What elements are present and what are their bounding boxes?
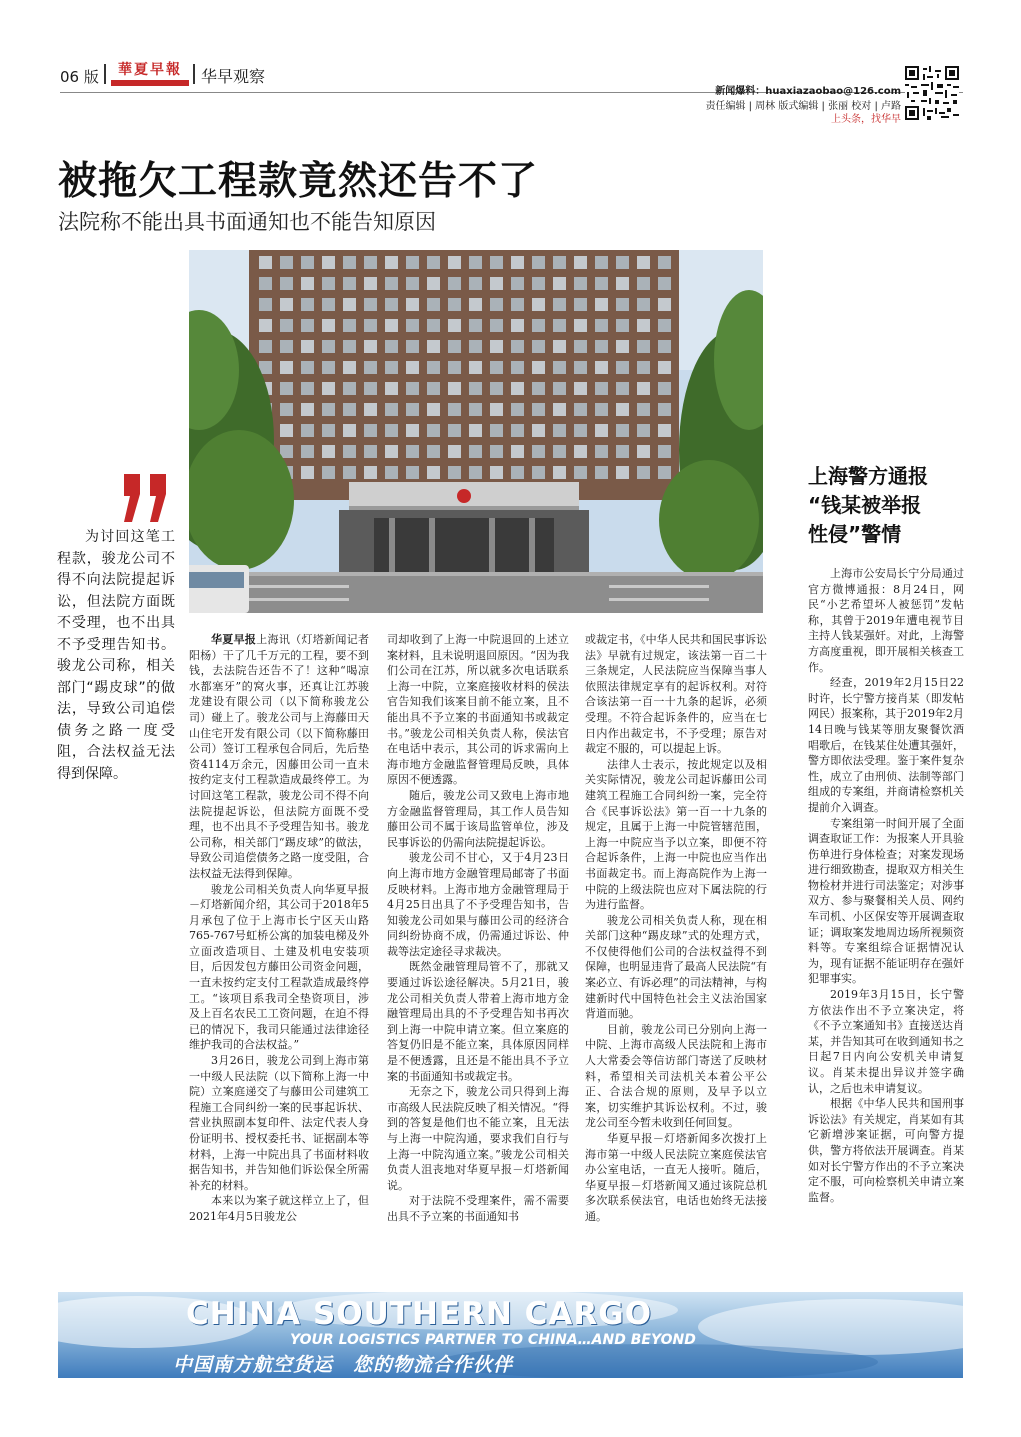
article-paragraph: 法律人士表示，按此规定以及相关实际情况，骏龙公司起诉藤田公司建筑工程施工合同纠纷一案，完全符合《民事诉讼法》第一百一十九条的规定，且属于上海一中院管辖范围，上海一中院应当予以立案，即便不符合起诉条件，上海一中院也应当作出书面裁定书。而上海高院作为上海一中院的上级法院也应对下属法院的行为进行监督。 [585, 757, 767, 912]
qr-code-icon[interactable] [905, 66, 959, 120]
side-story-paragraph: 根据《中华人民共和国刑事诉讼法》有关规定，肖某如有其它新增涉案证据，可向警方提供，警方将依法开展调查。肖某如对长宁警方作出的不予立案决定不服，可向检察机关申请立案监督。 [808, 1097, 964, 1204]
side-story-paragraph: 经查，2019年2月15日22时许，长宁警方接肖某（即发帖网民）报案称，其于2019年2月14日晚与钱某等朋友聚餐饮酒唱歌后，在钱某住处遭其强奸，警方即依法受理。鉴于案件复杂性，成立了由刑侦、法制等部门组成的专案组，并商请检察机关提前介入调查。 [808, 676, 964, 814]
article-paragraph: 骏龙公司相关负责人称，现在相关部门这种“踢皮球”式的处理方式，不仅使得他们公司的合法权益得不到保障，也明显违背了最高人民法院“有案必立、有诉必理”的司法精神，与构建新时代中国特色社会主义法治国家背道而驰。 [585, 913, 767, 1021]
article-paragraph: 目前，骏龙公司已分别向上海一中院、上海市高级人民法院和上海市人大常委会等信访部门寄送了反映材料，希望相关司法机关本着公平公正、合法合规的原则，及早予以立案，切实维护其诉讼权利。不过，骏龙公司至今暂未收到任何回复。 [585, 1022, 767, 1130]
article-paragraph: 华夏早报－灯塔新闻多次拨打上海市第一中级人民法院立案庭侯法官办公室电话，一直无人接听。随后，华夏早报－灯塔新闻又通过该院总机多次联系侯法官，电话也始终无法接通。 [585, 1132, 767, 1223]
court-building-photo [189, 250, 763, 613]
side-title-line: 性侵”警情 [808, 522, 902, 546]
article-paragraph: 无奈之下，骏龙公司只得到上海市高级人民法院反映了相关情况。“得到的答复是他们也不能立案，且无法与上海一中院沟通，要求我们自行与上海一中院沟通立案。”骏龙公司相关负责人沮丧地对华夏早报－灯塔新闻说。 [387, 1085, 569, 1192]
side-story-body [808, 566, 964, 1205]
logo-text: 華夏早報 [118, 62, 182, 78]
article-subheadline: 法院称不能出具书面通知也不能告知原因 [58, 210, 436, 234]
logo-underline [111, 80, 189, 85]
page-number: 06 版 [60, 68, 99, 86]
side-story-title [808, 462, 968, 549]
ad-chinese-tagline [173, 1350, 533, 1377]
article-column-2 [387, 632, 569, 1225]
header-divider [104, 64, 106, 84]
article-paragraph: 华夏早报上海讯（灯塔新闻记者 阳杨）干了几千万元的工程，要不到钱，去法院告还告不了！这种“喝凉水都塞牙”的窝火事，还真让江苏骏龙建设有限公司（以下简称骏龙公司）碰上了。骏龙公司与上海藤田天山住宅开发有限公司（以下简称藤田公司）签订工程承包合同后，先后垫资4114万余元，因藤田公司一直未按约定支付工程款造成最终停工。为讨回这笔工程款，骏龙公司不得不向法院提起诉讼，但法院方面既不受理，也不出具不予受理告知书。骏龙公司称，相关部门“踢皮球”的做法，导致公司追偿债务之路一度受阻，合法权益无法得到保障。 [189, 633, 370, 880]
article-paragraph: 骏龙公司相关负责人向华夏早报－灯塔新闻介绍，其公司于2018年5月承包了位于上海市长宁区天山路765-767号虹桥公寓的加装电梯及外立面改造项目、土建及机电安装项目，后因发包方藤田公司资金问题，一直未按约定支付工程款造成最终停工。“该项目系我司全垫资项目，涉及上百名农民工工资问题，在迫不得已的情况下，我司只能通过法律途径维护我司的合法权益。” [189, 882, 369, 1052]
section-name: 华早观察 [201, 67, 266, 86]
ad-headline: CHINA SOUTHERN CARGO [186, 1296, 653, 1332]
article-paragraph: 随后，骏龙公司又致电上海市地方金融监督管理局，其工作人员告知藤田公司不属于该局监管单位，涉及民事诉讼的仍需向法院提起诉讼。 [387, 788, 569, 849]
article-paragraph: 骏龙公司不甘心，又于4月23日向上海市地方金融管理局邮寄了书面反映材料。上海市地方金融管理局于4月25日出具了不予受理告知书，告知骏龙公司如果与藤田公司的经济合同纠纷协商不成，仍需通过诉讼、仲裁等法定途径寻求裁决。 [387, 851, 569, 958]
news-hotline: 新闻爆料：huaxiazaobao@126.com [715, 86, 901, 97]
side-title-line: 上海警方通报 [808, 464, 928, 488]
article-paragraph: 既然金融管理局管不了，那就又要通过诉讼途径解决。5月21日，骏龙公司相关负责人带着上海市地方金融管理局出具的不予受理告知书再次到上海一中院申请立案。但立案庭的答复仍旧是不能立案，具体原因同样是不便透露，且还是不能出具不予立案的书面通知书或裁定书。 [387, 960, 569, 1083]
side-story-paragraph: 上海市公安局长宁分局通过官方微博通报：8月24日，网民“小艺希望坏人被惩罚”发帖称，其曾于2019年遭电视节目主持人钱某强奸。对此，上海警方高度重视，即开展相关核查工作。 [808, 567, 964, 674]
quotation-mark-icon [120, 474, 172, 524]
article-paragraph: 本来以为案子就这样立上了，但2021年4月5日骏龙公 [189, 1194, 369, 1223]
article-column-1 [189, 632, 369, 1225]
ad-chinese-slogan: 您的物流合作伙伴 [353, 1354, 514, 1376]
article-paragraph: 司却收到了上海一中院退回的上述立案材料，且未说明退回原因。“因为我们公司在江苏，所以就多次电话联系上海一中院，立案庭接收材料的侯法官告知我们该案目前不能立案，且不能出具不予立案的书面通知书或裁定书。”骏龙公司相关负责人称，侯法官在电话中表示，其公司的诉求需向上海市地方金融监督管理局反映，具体原因不便透露。 [387, 633, 569, 787]
ad-chinese-brand: 中国南方航空货运 [173, 1354, 334, 1376]
article-paragraph: 或裁定书，《中华人民共和国民事诉讼法》早就有过规定，该法第一百二十三条规定，人民法院应当保障当事人依照法律规定享有的起诉权利。对符合该法第一百一十九条的起诉，必须受理。不符合起诉条件的，应当在七日内作出裁定书，不予受理；原告对裁定不服的，可以提起上诉。 [585, 633, 767, 756]
side-story-paragraph: 专案组第一时间开展了全面调查取证工作：为报案人开具验伤单进行身体检查；对案发现场进行细致勘查，提取双方相关生物检材并进行司法鉴定；对涉事双方、参与聚餐相关人员、网约车司机、小区保安等开展调查取证；调取案发地周边场所视频资料等。专案组综合证据情况认为，现有证据不能证明存在强奸犯罪事实。 [808, 816, 964, 986]
article-column-3 [585, 632, 767, 1225]
editor-credits: 责任编辑 | 周林 版式编辑 | 张丽 校对 | 卢路 [705, 101, 901, 112]
article-headline: 被拖欠工程款竟然还告不了 [58, 159, 539, 204]
ad-tagline: YOUR LOGISTICS PARTNER TO CHINA…AND BEYOND [290, 1332, 696, 1348]
byline: 华夏早报 [211, 633, 257, 646]
pull-quote: 为讨回这笔工程款，骏龙公司不得不向法院提起诉讼，但法院方面既不受理，也不出具不予受理告知书。骏龙公司称，相关部门“踢皮球”的做法，导致公司追偿债务之路一度受阻，合法权益无法得到保障。 [57, 529, 175, 782]
article-paragraph: 对于法院不受理案件，需不需要出具不予立案的书面通知书 [387, 1194, 569, 1223]
side-story-paragraph: 2019年3月15日，长宁警方依法作出不予立案决定，将《不予立案通知书》直接送达肖某，并告知其可在收到通知书之日起7日内向公安机关申请复议。肖某未提出异议并签字确认，之后也未申请复议。 [808, 988, 964, 1095]
advertisement-banner[interactable] [58, 1292, 963, 1378]
article-paragraph: 3月26日，骏龙公司到上海市第一中级人民法院（以下简称上海一中院）立案庭递交了与藤田公司建筑工程施工合同纠纷一案的民事起诉状、营业执照副本复印件、法定代表人身份证明书、授权委托书、证据副本等材料，上海一中院出具了书面材料收据告知书，并告知他们诉讼保全所需补充的材料。 [189, 1054, 369, 1192]
header-divider [193, 64, 195, 84]
newspaper-logo [111, 62, 189, 86]
header-slogan: 上头条，找华早 [831, 114, 901, 125]
side-title-line: “钱某被举报 [808, 493, 922, 517]
